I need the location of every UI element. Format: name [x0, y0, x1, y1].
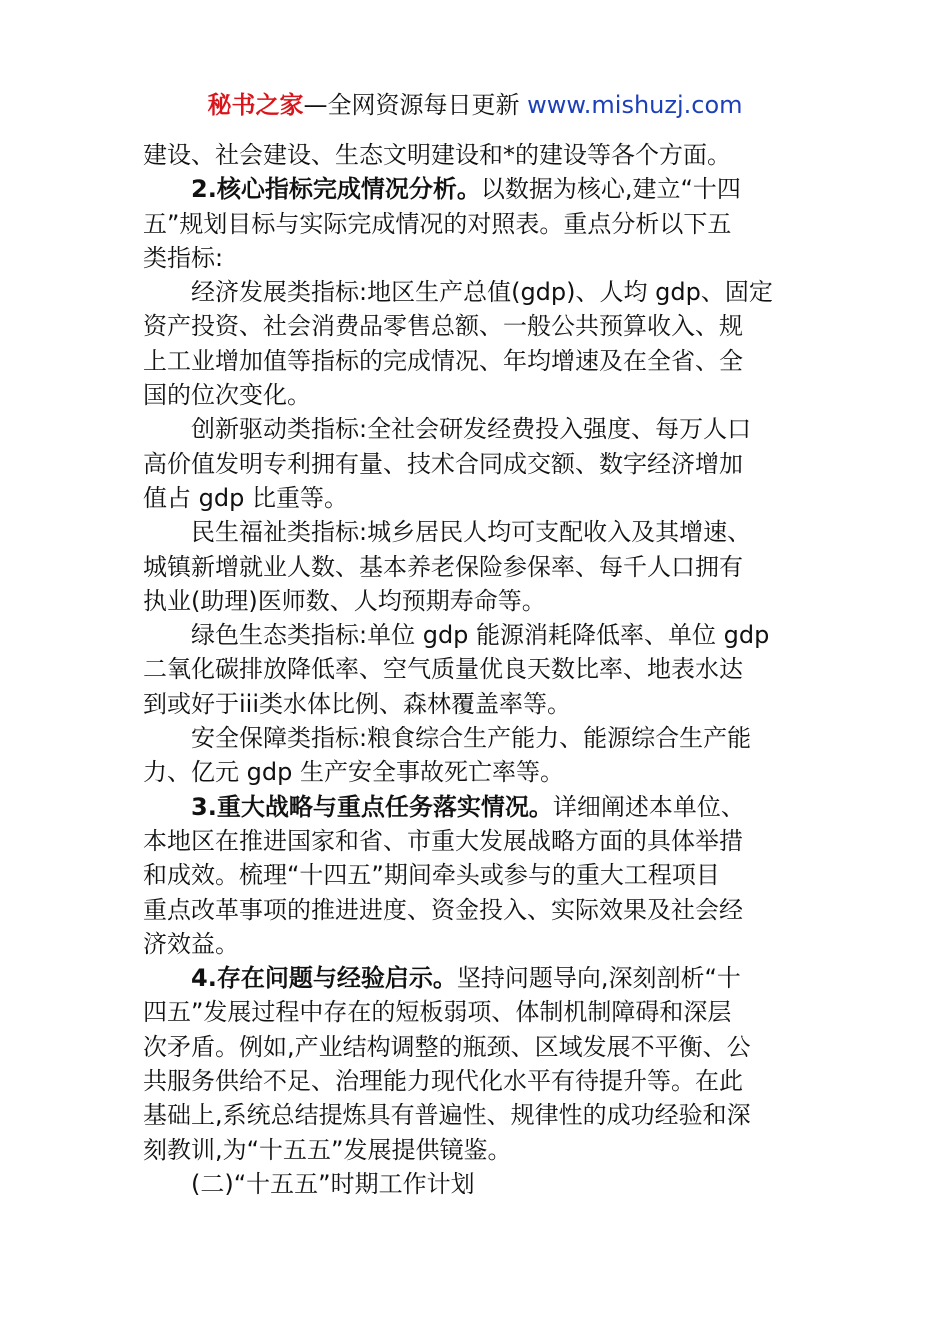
text-line: 五”规划目标与实际完成情况的对照表。重点分析以下五: [143, 209, 732, 238]
text-line: 城镇新增就业人数、基本养老保险参保率、每千人口拥有: [143, 552, 743, 581]
text-line: 共服务供给不足、治理能力现代化水平有待提升等。在此: [143, 1067, 743, 1096]
section-heading: 4.存在问题与经验启示。: [191, 964, 457, 993]
section-heading-line: 3.重大战略与重点任务落实情况。详细阐述本单位、: [191, 792, 745, 821]
text-line: 经济发展类指标:地区生产总值(gdp)、人均 gdp、固定: [191, 278, 773, 307]
text-line: 济效益。: [143, 929, 239, 958]
text-line: 国的位次变化。: [143, 381, 311, 410]
text-line: 力、亿元 gdp 生产安全事故死亡率等。: [143, 758, 564, 787]
text-line: 基础上,系统总结提炼具有普遍性、规律性的成功经验和深: [143, 1101, 751, 1130]
text-line: 建设、社会建设、生态文明建设和*的建设等各个方面。: [143, 141, 731, 169]
text-line: 民生福祉类指标:城乡居民人均可支配收入及其增速、: [191, 518, 752, 547]
text-line: 执业(助理)医师数、人均预期寿命等。: [143, 586, 546, 615]
text-line: 资产投资、社会消费品零售总额、一般公共预算收入、规: [143, 312, 743, 341]
text-line: 创新驱动类指标:全社会研发经费投入强度、每万人口: [191, 415, 752, 444]
text-line: 到或好于iii类水体比例、森林覆盖率等。: [143, 689, 572, 718]
document-body: [143, 138, 811, 1201]
site-url[interactable]: www.mishuzj.com: [527, 91, 743, 119]
text-line: 本地区在推进国家和省、市重大发展战略方面的具体举措: [143, 826, 743, 855]
section-heading: 2.核心指标完成情况分析。: [191, 175, 481, 204]
section-heading-line: 2.核心指标完成情况分析。以数据为核心,建立“十四: [191, 175, 741, 204]
text-line: 四五”发展过程中存在的短板弱项、体制机制障碍和深层: [143, 998, 732, 1027]
text-line: 安全保障类指标:粮食综合生产能力、能源综合生产能: [191, 724, 752, 753]
text-line: 值占 gdp 比重等。: [143, 483, 348, 512]
text-line: 二氧化碳排放降低率、空气质量优良天数比率、地表水达: [143, 655, 743, 684]
text-line: 类指标:: [143, 243, 224, 272]
page-header: [0, 88, 950, 122]
section-heading-line: 4.存在问题与经验启示。坚持问题导向,深刻剖析“十: [191, 964, 741, 993]
brand-name: 秘书之家: [207, 91, 304, 119]
text-line: 次矛盾。例如,产业结构调整的瓶颈、区域发展不平衡、公: [143, 1032, 751, 1061]
text-line: 和成效。梳理“十四五”期间牵头或参与的重大工程项目: [143, 861, 720, 890]
text-line: 上工业增加值等指标的完成情况、年均增速及在全省、全: [143, 346, 743, 375]
text-line: 高价值发明专利拥有量、技术合同成交额、数字经济增加: [143, 449, 743, 478]
header-slogan: 全网资源每日更新: [327, 91, 528, 119]
subsection-heading: (二)“十五五”时期工作计划: [191, 1169, 475, 1198]
text-line: 刻教训,为“十五五”发展提供镜鉴。: [143, 1135, 512, 1164]
text-line: 重点改革事项的推进进度、资金投入、实际效果及社会经: [143, 895, 743, 924]
text-line: 绿色生态类指标:单位 gdp 能源消耗降低率、单位 gdp: [191, 621, 770, 650]
section-heading: 3.重大战略与重点任务落实情况。: [191, 792, 553, 821]
header-dash: —: [303, 91, 328, 119]
